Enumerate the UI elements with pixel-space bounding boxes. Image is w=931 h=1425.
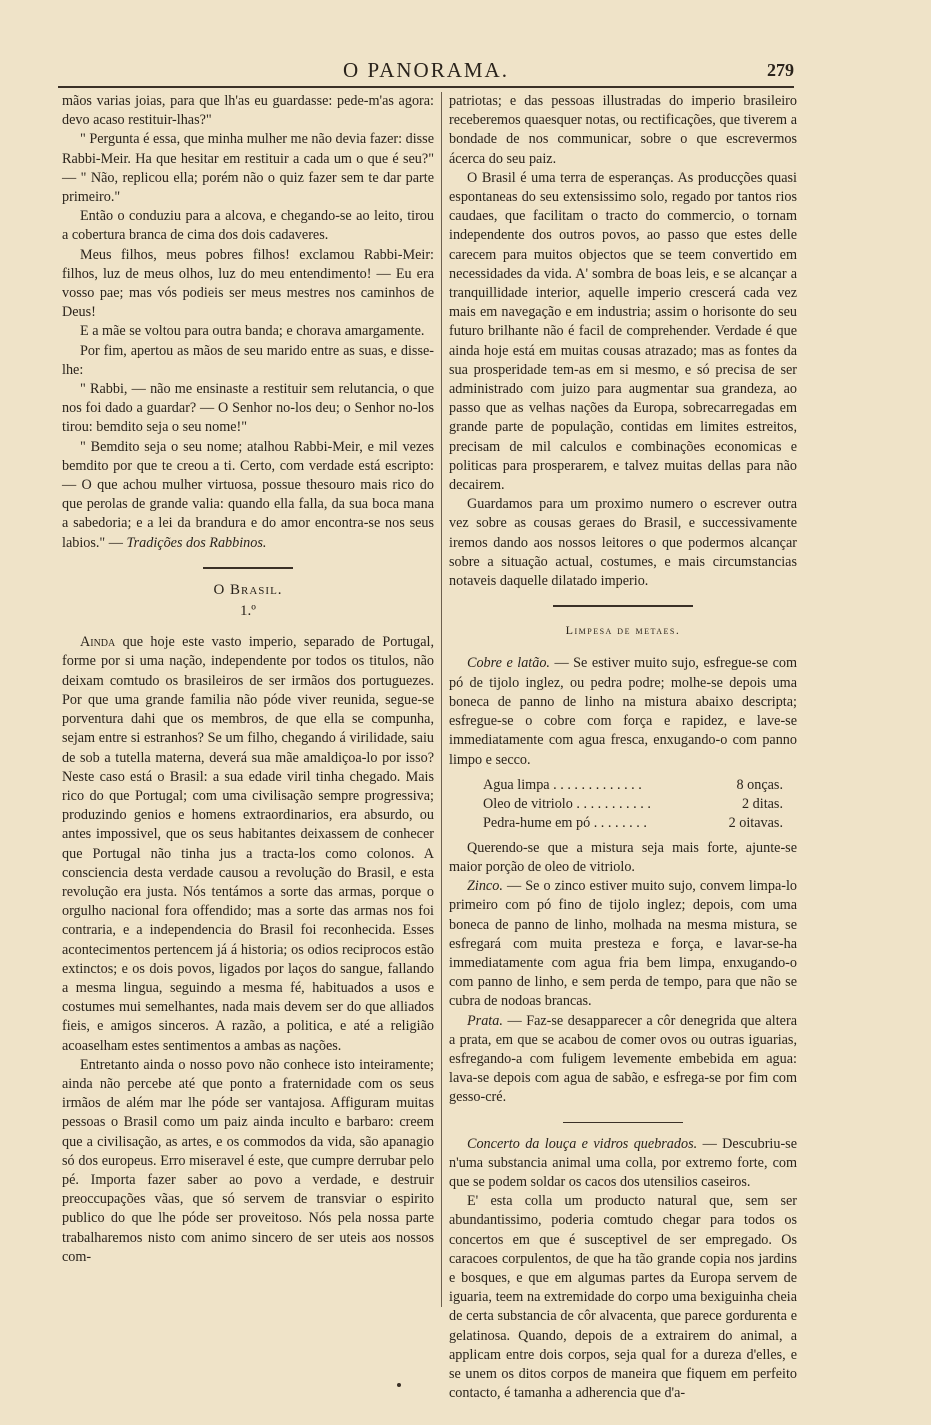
recipe-text-zinco: — Se o zinco estiver muito sujo, convem limpa-lo primeiro com pó fino de tijolo inglez; depois, com uma boneca de panno de linho, molhada na mesma mistura, se esfregará com muita presteza e força, e lavar-se-ha immediatamente com agua fria bem limpa, enxugando-o com panno de linho, e sem perda de tempo, para que não se cubra de nodoas brancas. (449, 878, 797, 1010)
recipe-paragraph (449, 877, 797, 1011)
drop-word: Ainda (80, 634, 116, 651)
ingredient-row (483, 814, 783, 833)
section-divider (553, 605, 693, 607)
story-attribution: Tradições dos Rabbinos. (126, 534, 267, 551)
ingredient-quantity: 2 ditas. (742, 795, 783, 812)
story-paragraph-text: " Bemdito seja o seu nome; atalhou Rabbi-Meir, e mil vezes bemdito por que te creou a ti. Certo, com verdade está escripto: — O que achou mulher virtuosa, possue thesouro mais rico do que perolas de grande valia: quando ella falla, da sua boca mana a sabedoria; e a lei da brandura e do amor encontra-se nos seus labios." — (62, 438, 434, 551)
section-title-brasil: O Brasil. (213, 581, 283, 598)
section-title-metals: Limpesa de metaes. (565, 623, 681, 638)
article-paragraph: Entretanto ainda o nosso povo não conhece isto inteiramente; ainda não percebe até que ponto a fraternidade com os seus irmãos de além mar lhe póde ser vantajosa. Affiguram muitas pessoas o Brasil como um paiz ainda inculto e barbaro: creem que a civilisação, as artes, e os commodos da vida, são apanagio só dos europeus. Erro miseravel é este, que cumpre derrubar pelo pé. Importa fazer saber ao povo a verdade, e destruir preoccupações vãas, que só servem de transviar o espirito publico do que lhe póde ser proveitoso. Nós pela nossa parte trabalharemos nisto com animo sincero de ser uteis aos nossos com- (62, 1056, 434, 1265)
publication-title: O PANORAMA. (343, 58, 509, 82)
left-column (62, 92, 434, 1267)
ingredient-name: Pedra-hume em pó . . . . . . . . (483, 814, 647, 831)
article-paragraph: E' esta colla um producto natural que, sem ser abundantissimo, poderia comtudo chegar para todos os concertos em que é susceptivel de ser empregado. Os caracoes corpulentos, de que ha tão grande copia nos jardins e bosques, e que em algumas partes da Europa servem de iguaria, teem na extremidade do corpo uma bexiguinha cheia de certa substancia de côr alvacenta, que parece gordurenta e gelatinosa. Quando, depois de a extrairem do animal, a applicam entre dois corpos, seja qual for a dureza d'elles, e se unem os ditos corpos de maneira que fiquem em perfeito contacto, é tamanha a adherencia que d'a- (449, 1193, 797, 1402)
recipe-label-zinco: Zinco. (467, 878, 503, 895)
ingredient-row (483, 795, 783, 814)
section-divider (563, 1122, 683, 1123)
section-number: 1.º (240, 603, 256, 620)
article-paragraph-text: que hoje este vasto imperio, separado de Portugal, forme por si uma nação, independente por todos os titulos, não deixam comtudo os brasileiros de ser irmãos dos portuguezes. Por que uma grande familia não póde viver reunida, segue-se porventura dahi que os membros, de que ella se compunha, sejam entre si estranhos? Se um filho, chegando á virilidade, saiu de sob a tutella materna, deverá sua mãe amaldiçoa-lo por isso? Neste caso está o Brasil: a sua edade viril tinha chegado. Mais rico do que Portugal; com uma civilisação sempre progressiva; produzindo genios e homens extraordinarios, era absurdo, ou antes impossivel, que os seus habitantes deixassem de conhecer que Portugal não tinha jus a tracta-los como colonos. A consciencia desta verdade causou a revolução do Brasil, e esta revolução era justa. Nós tentámos a sorte das armas, porque o orgulho nacional fora offendido; mas a sorte das armas nos foi contraria, e a independencia do Brasil foi reconhecida. Esses acontecimentos pertencem já á historia; os odios reciprocos estão extinctos; e os dois povos, ligados por laços do sangue, fallando a mesma lingua, seguindo a mesma fé, habituados a usos e costumes mui semelhantes, nada mais devem ser do que alliados fieis, e amigos sinceros. A razão, a politica, e até a religião acoaselham estes sentimentos a ambas as nações. (62, 634, 434, 1054)
article-paragraph (449, 1135, 797, 1193)
article-paragraph: O Brasil é uma terra de esperanças. As producções quasi espontaneas do seu extensissimo solo, regado por tantos rios caudaes, que facilitam o tracto do commercio, o tornam independente dos outros povos, ao passo que estes delle carecem para muitos objectos que se teem convertido em necessidades da vida. A' sombra de boas leis, e se alcançar a tranquillidade interior, aquelle imperio crescerá cada vez mais em navegação e em industria; assim o horisonte do seu futuro brilhante não é facil de comprehender. Verdade é que ainda hoje está em muitas cousas atrazado; mas as fontes da sua prosperidade tem-as em si mesmo, e só precisa de ser administrado com juizo para augmentar sua grandeza, ao passo que as velhas nações da Europa, sobrecarregadas em grande parte de população, contidas em limites estreitos, precisam de mil calculos e combinações economicas e politicas para prosperarem, e talvez muitas dellas para não decairem. (449, 169, 797, 494)
right-column (449, 92, 797, 1403)
story-paragraph: Por fim, apertou as mãos de seu marido entre as suas, e disse-lhe: (62, 342, 434, 378)
recipe-label-prata: Prata. (467, 1012, 503, 1029)
page-header (58, 58, 794, 84)
ingredients-table (483, 776, 783, 833)
page-number: 279 (767, 60, 794, 80)
section-divider (203, 567, 293, 569)
recipe-paragraph (449, 1012, 797, 1108)
ingredient-quantity: 8 onças. (736, 776, 783, 793)
recipe-text-cobre: — Se estiver muito sujo, esfregue-se com pó de tijolo inglez, ou pedra podre; molhe-se depois uma boneca de panno de linho na mistura abaixo descripta; esfregue-se o cobre com força e rapidez, e lave-se immediatamente com agua fresca, enxugando-o com panno limpo e secco. (449, 655, 798, 768)
ingredient-name: Agua limpa . . . . . . . . . . . . . (483, 776, 642, 793)
ingredient-row (483, 776, 783, 795)
concerto-text: — Descubriu-se n'uma substancia animal uma colla, por extremo forte, com que se podem soldar os cacos dos utensilios caseiros. (449, 1135, 797, 1190)
printer-mark (397, 1383, 401, 1387)
recipe-label-cobre: Cobre e latão. (467, 655, 550, 672)
recipe-text-prata: — Faz-se desapparecer a côr denegrida que altera a prata, em que se acabou de comer ovos ou outras iguarias, esfregando-a com fuligem levemente embebida em agua: lava-se depois com agua de sabão, e esfrega-se por fim com gesso-cré. (449, 1012, 797, 1106)
ingredient-name: Oleo de vitriolo . . . . . . . . . . . (483, 795, 651, 812)
article-paragraph: Guardamos para um proximo numero o escrever outra vez sobre as cousas geraes do Brasil, e successivamente iremos dando aos nossos leitores o que podermos alcançar sobre a situação actual, costumes, e mais circumstancias notaveis daquelle dilatado imperio. (449, 496, 797, 590)
recipe-paragraph: Querendo-se que a mistura seja mais forte, ajunte-se maior porção de oleo de vitriolo. (449, 839, 797, 875)
article-paragraph (62, 633, 434, 1055)
header-rule (58, 86, 794, 88)
article-paragraph: patriotas; e das pessoas illustradas do imperio brasileiro receberemos quaesquer notas, ou rectificações, que tiverem a bondade de nos communicar, sobre o que escrevermos ácerca do seu paiz. (449, 93, 797, 167)
story-paragraph: Meus filhos, meus pobres filhos! exclamou Rabbi-Meir: filhos, luz de meus olhos, luz do meu entendimento! — Eu era vosso pae; mas vós podieis ser meus mestres nos caminhos de Deus! (62, 246, 434, 321)
column-divider (441, 92, 442, 1307)
story-paragraph (62, 438, 434, 553)
story-paragraph: " Pergunta é essa, que minha mulher me não devia fazer: disse Rabbi-Meir. Ha que hesitar em restituir a cada um o que é seu?" — " Não, replicou ella; porém não o quiz fazer sem te dar parte primeiro." (62, 131, 434, 206)
story-paragraph: E a mãe se voltou para outra banda; e chorava amargamente. (80, 323, 425, 340)
concerto-label: Concerto da louça e vidros quebrados. (467, 1135, 698, 1152)
story-paragraph: Então o conduziu para a alcova, e chegando-se ao leito, tirou a cobertura branca de cima dos dois cadaveres. (62, 208, 434, 244)
recipe-paragraph (449, 654, 797, 769)
story-paragraph: mãos varias joias, para que lh'as eu guardasse: pede-m'as agora: devo acaso restituir-lhas?" (62, 93, 434, 129)
ingredient-quantity: 2 oitavas. (728, 814, 783, 831)
story-paragraph: " Rabbi, — não me ensinaste a restituir sem relutancia, o que nos foi dado a guardar? — O Senhor no-los deu; o Senhor no-los tirou: bemdito seja o seu nome!" (62, 381, 434, 436)
